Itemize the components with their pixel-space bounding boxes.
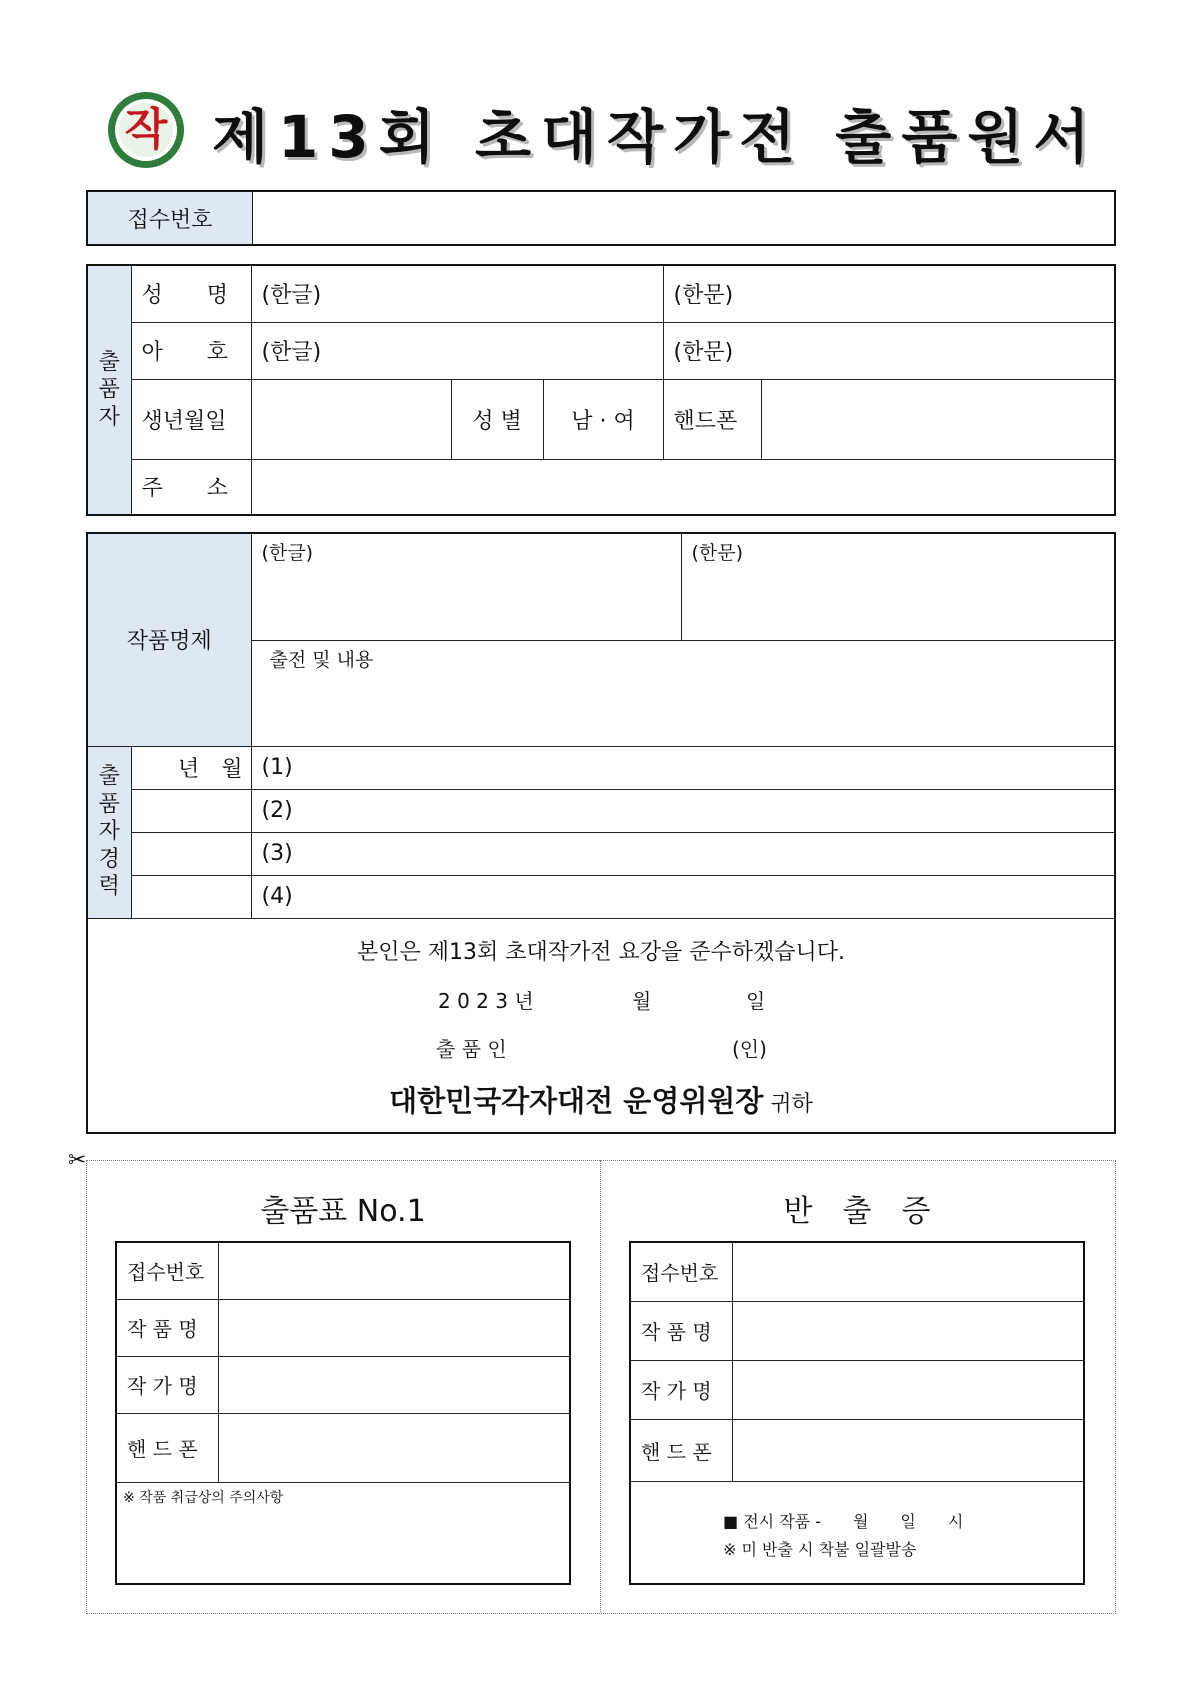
ticket-work-field[interactable]	[218, 1299, 570, 1356]
career-item-1[interactable]: (1)	[251, 746, 1115, 789]
address-field[interactable]	[251, 459, 1115, 515]
career-item-2[interactable]: (2)	[251, 789, 1115, 832]
return-receipt-label: 접수번호	[630, 1242, 732, 1301]
ticket-title: 출품표 No.1	[260, 1194, 426, 1229]
receipt-label: 접수번호	[87, 191, 253, 245]
pledge-month: 월	[632, 988, 652, 1013]
birth-field[interactable]	[251, 379, 451, 459]
gender-label: 성 별	[451, 379, 543, 459]
pledge-area	[87, 918, 1115, 1133]
logo-text: 작	[124, 104, 168, 155]
work-title-label: 작품명제	[87, 533, 251, 746]
honorific: 귀하	[770, 1091, 813, 1117]
pen-name-hangul-field[interactable]: (한글)	[251, 322, 663, 379]
return-artist-field[interactable]	[732, 1360, 1084, 1419]
receipt-field[interactable]	[253, 191, 1116, 245]
career-date-3[interactable]	[131, 832, 251, 875]
ticket-artist-label: 작 가 명	[116, 1356, 218, 1413]
work-title-hanja-field[interactable]: (한문)	[681, 533, 1115, 640]
return-phone-label: 핸 드 폰	[630, 1419, 732, 1481]
pen-name-label: 아 호	[131, 322, 251, 379]
return-slip-table	[629, 1241, 1085, 1585]
receipt-table	[86, 190, 1116, 246]
pledge-statement: 본인은 제13회 초대작가전 요강을 준수하겠습니다.	[356, 939, 845, 965]
exhibit-note: ■ 전시 작품 - 월 일 시	[723, 1511, 964, 1531]
return-work-field[interactable]	[732, 1301, 1084, 1360]
return-notes	[630, 1481, 1084, 1584]
ticket-table	[115, 1241, 571, 1585]
ticket-work-label: 작 품 명	[116, 1299, 218, 1356]
applicant-sign-label: 출 품 인	[436, 1036, 507, 1061]
ticket-phone-field[interactable]	[218, 1413, 570, 1482]
ticket-artist-field[interactable]	[218, 1356, 570, 1413]
phone-label: 핸드폰	[663, 379, 761, 459]
applicant-table	[86, 264, 1116, 516]
career-section-label: 출품자 경력	[87, 746, 131, 918]
name-hanja-field[interactable]: (한문)	[663, 265, 1115, 322]
career-date-4[interactable]	[131, 875, 251, 918]
year-month-label: 년 월	[131, 746, 251, 789]
work-table	[86, 532, 1116, 1134]
pledge-year: 2 0 2 3 년	[438, 988, 534, 1013]
ticket-receipt-label: 접수번호	[116, 1242, 218, 1299]
phone-field[interactable]	[761, 379, 1115, 459]
work-title-hangul-field[interactable]: (한글)	[251, 533, 681, 640]
career-item-4[interactable]: (4)	[251, 875, 1115, 918]
page-title: 제13회 초대작가전 출품원서	[212, 103, 1100, 171]
address-label: 주 소	[131, 459, 251, 515]
recipient-line	[88, 1079, 1114, 1120]
birth-label: 생년월일	[131, 379, 251, 459]
career-item-3[interactable]: (3)	[251, 832, 1115, 875]
seal-mark: (인)	[732, 1036, 767, 1061]
source-content-field[interactable]: 출전 및 내용	[251, 640, 1115, 746]
return-artist-label: 작 가 명	[630, 1360, 732, 1419]
title-area	[100, 82, 1120, 182]
recipient: 대한민국각자대전 운영위원장	[389, 1083, 764, 1118]
return-slip-title: 반 출 증	[783, 1194, 931, 1229]
applicant-section-label: 출품자	[87, 265, 131, 515]
ticket-phone-label: 핸 드 폰	[116, 1413, 218, 1482]
return-receipt-field[interactable]	[732, 1242, 1084, 1301]
return-note: ※ 미 반출 시 착불 일괄발송	[723, 1539, 917, 1559]
ticket-note: ※ 작품 취급상의 주의사항	[116, 1482, 570, 1584]
pledge-day: 일	[746, 988, 766, 1013]
logo-icon	[100, 82, 192, 174]
name-hangul-field[interactable]: (한글)	[251, 265, 663, 322]
career-date-2[interactable]	[131, 789, 251, 832]
pen-name-hanja-field[interactable]: (한문)	[663, 322, 1115, 379]
return-phone-field[interactable]	[732, 1419, 1084, 1481]
ticket-receipt-field[interactable]	[218, 1242, 570, 1299]
name-label: 성 명	[131, 265, 251, 322]
return-work-label: 작 품 명	[630, 1301, 732, 1360]
gender-field[interactable]: 남 · 여	[543, 379, 663, 459]
scissors-icon: ✂	[68, 1148, 87, 1173]
